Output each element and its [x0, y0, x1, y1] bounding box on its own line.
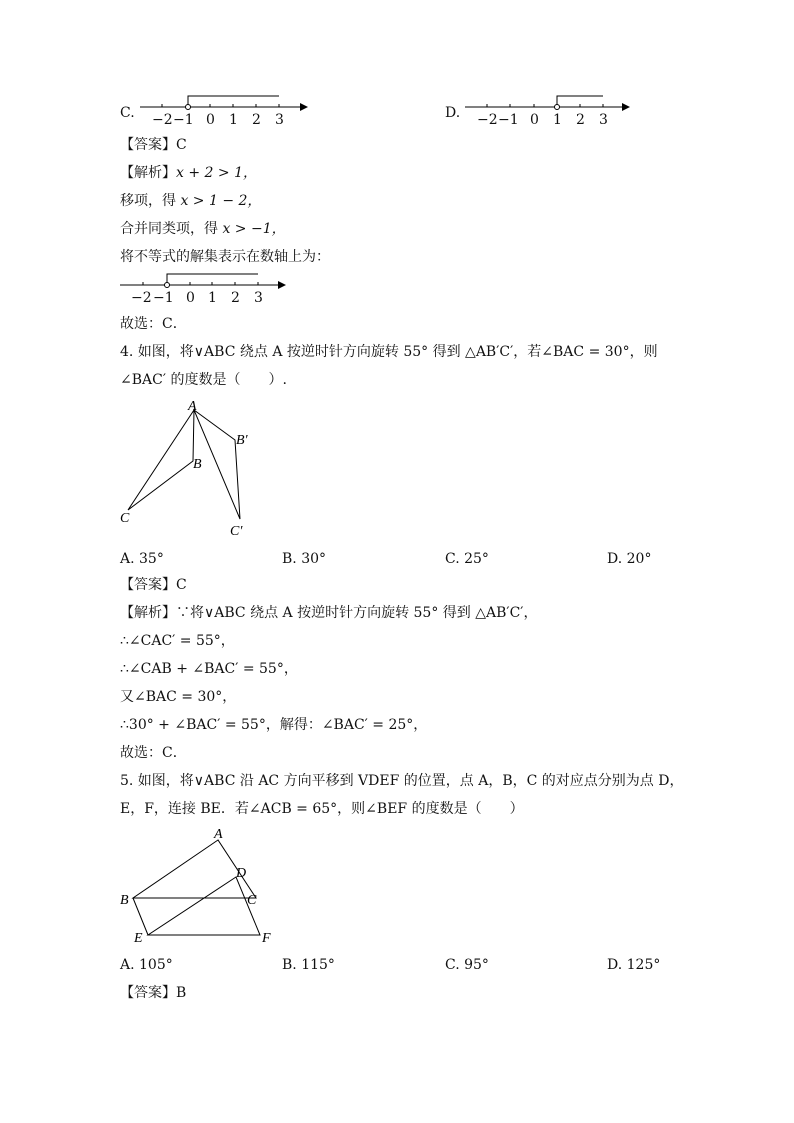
q5-option-d[interactable]: D. 125° — [607, 957, 661, 973]
vertex-label-a: A — [188, 399, 197, 414]
vertex-label-b: B — [120, 893, 129, 908]
step2-math: x > −1， — [222, 221, 286, 237]
q4-answer: 【答案】C — [120, 577, 187, 593]
q5-option-a[interactable]: A. 105° — [120, 957, 173, 973]
q5-line1: 5. 如图，将∨ABC 沿 AC 方向平移到 VDEF 的位置，点 A，B，C 的对应点分别为点 D， — [120, 773, 684, 789]
q4-solution-4: 又∠BAC = 30°， — [120, 689, 237, 705]
q3-answer: 【答案】C — [120, 137, 187, 153]
q4-option-c[interactable]: C. 25° — [445, 551, 489, 567]
tick-label: 3 — [254, 290, 263, 306]
tick-label: 0 — [186, 290, 195, 306]
q5-option-b[interactable]: B. 115° — [282, 957, 335, 973]
vertex-label-c: C — [247, 893, 257, 908]
tick-label: 0 — [206, 112, 215, 128]
tick-label: 3 — [275, 112, 284, 128]
tick-label: 3 — [599, 112, 608, 128]
q4-option-d[interactable]: D. 20° — [607, 551, 652, 567]
q3-conclusion: 故选：C． — [120, 316, 187, 332]
vertex-label-c: C — [120, 511, 130, 526]
tick-label: −1 — [498, 112, 519, 128]
vertex-label-f: F — [262, 931, 271, 946]
tick-label: −2 — [477, 112, 498, 128]
tick-label: 1 — [553, 112, 562, 128]
vertex-label-b-prime: B′ — [236, 433, 248, 448]
q3-step3: 将不等式的解集表示在数轴上为： — [120, 249, 330, 265]
tick-label: 2 — [252, 112, 261, 128]
q4-solution-3: ∴∠CAB + ∠BAC′ = 55°， — [120, 661, 298, 677]
q4-solution-6: 故选：C． — [120, 745, 187, 761]
q4-line2: ∠BAC′ 的度数是（ ）. — [120, 372, 287, 388]
q4-option-a[interactable]: A. 35° — [120, 551, 164, 567]
q5-answer: 【答案】B — [120, 985, 187, 1001]
vertex-label-b: B — [193, 457, 202, 472]
tick-label: −1 — [173, 112, 194, 128]
q4-solution-2: ∴∠CAC′ = 55°， — [120, 633, 235, 649]
tick-label: 1 — [229, 112, 238, 128]
analysis-math: x + 2 > 1， — [176, 165, 257, 181]
q5-option-c[interactable]: C. 95° — [445, 957, 489, 973]
q4-line1: 4. 如图，将∨ABC 绕点 A 按逆时针方向旋转 55° 得到 △AB′C′，若∠BAC = 30°，则 — [120, 344, 658, 360]
q4-solution-1: 【解析】∵将∨ABC 绕点 A 按逆时针方向旋转 55° 得到 △AB′C′， — [120, 605, 538, 621]
q5-line2: E，F，连接 BE．若∠ACB = 65°，则∠BEF 的度数是（ ） — [120, 801, 524, 817]
tick-label: −1 — [153, 290, 174, 306]
vertex-label-d: D — [236, 866, 247, 881]
option-d-label: D. — [445, 105, 461, 121]
step2-text: 合并同类项，得 — [120, 221, 223, 237]
tick-label: 1 — [208, 290, 217, 306]
tick-label: −2 — [131, 290, 152, 306]
q4-option-b[interactable]: B. 30° — [282, 551, 327, 567]
step1-math: x > 1 − 2， — [180, 193, 262, 209]
tick-label: −2 — [152, 112, 173, 128]
vertex-label-a: A — [214, 827, 223, 842]
vertex-label-c-prime: C′ — [230, 524, 243, 539]
q4-solution-5: ∴30° + ∠BAC′ = 55°，解得：∠BAC′ = 25°， — [120, 717, 428, 733]
tick-label: 2 — [576, 112, 585, 128]
step1-text: 移项，得 — [120, 193, 181, 209]
tick-label: 2 — [231, 290, 240, 306]
analysis-head: 【解析】 — [120, 165, 176, 181]
vertex-label-e: E — [134, 931, 143, 946]
tick-label: 0 — [530, 112, 539, 128]
option-c-label: C. — [120, 105, 135, 121]
